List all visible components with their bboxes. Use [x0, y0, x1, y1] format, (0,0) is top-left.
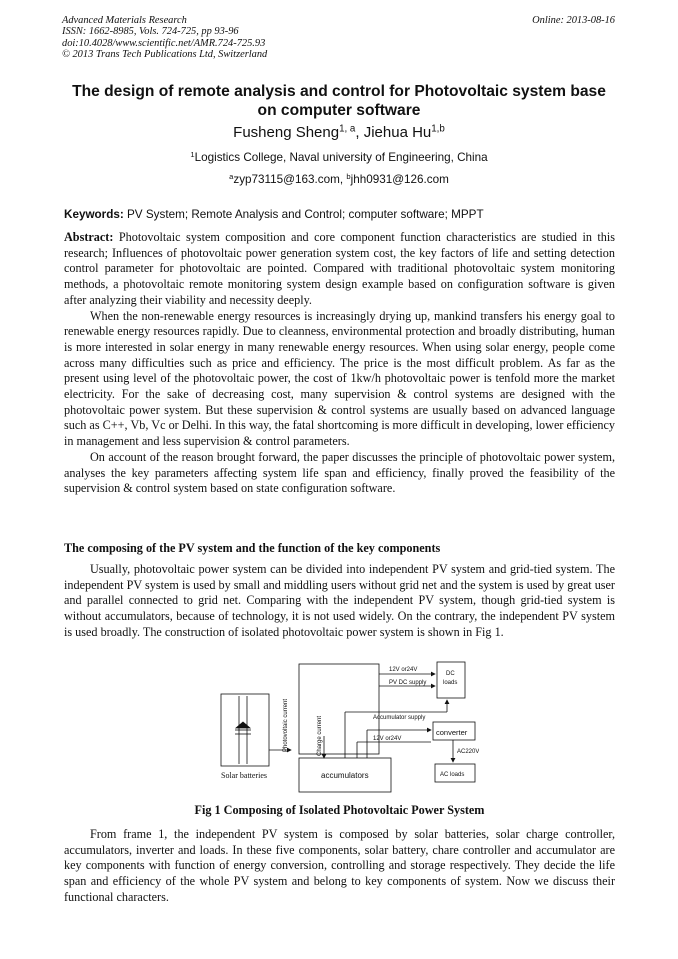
converter-label: converter [436, 728, 468, 737]
charge-current-label: Charge current [317, 715, 323, 756]
voltage-label-mid: 12V or24V [373, 736, 402, 742]
email-list [62, 173, 616, 186]
doi-line: doi:10.4028/www.scientific.net/AMR.724-725.93 [62, 37, 266, 49]
author-name: Fusheng Sheng [233, 124, 340, 141]
email-superscript: a [229, 171, 234, 181]
journal-header [62, 15, 267, 60]
figure-caption: Fig 1 Composing of Isolated Photovoltaic Power System [194, 803, 485, 817]
abstract-section [64, 230, 615, 497]
body-paragraph: When the non-renewable energy resources is increasingly drying up, mankind transfers his energy goal to renewable energy resources rapidly. Due to cleanness, environmental protection and broadly distributing, human is more interested in solar energy in many renewable energy resources. When using solar energy, people come across many difficulties such as price and efficiency. The price is the most difficult problem. As far as the present using level of the photovoltaic power, the cost of 1kw/h photovoltaic power is tenfold more the market electricity. For the sake of decreasing cost, many supervision & control systems are designed with the photovoltaic power system. But these supervision & control systems are usually based on advanced language such as C++, Vb, Vc or Delhi. In this way, the fatal shortcoming is more difficult in developing, lower efficiency in management and less supervision & control parameters. [64, 308, 615, 449]
affiliation [62, 151, 616, 164]
online-date: Online: 2013-08-16 [532, 15, 615, 26]
section-heading: The composing of the PV system and the function of the key components [64, 541, 441, 555]
dc-loads-label: loads [443, 680, 458, 686]
ac-loads-label: AC loads [440, 772, 465, 778]
author-separator: , [355, 124, 364, 141]
accumulator-supply-label: Accumulator supply [373, 715, 426, 721]
pv-system-diagram [217, 658, 479, 794]
keywords-label: Keywords: [64, 208, 124, 221]
abstract-paragraph [64, 230, 615, 309]
keywords [64, 208, 616, 221]
affiliation-text: Logistics College, Naval university of Engineering, China [194, 151, 488, 164]
author-superscript: 1, a [339, 123, 356, 135]
journal-name: Advanced Materials Research [62, 15, 187, 26]
email-separator: , [339, 173, 347, 186]
ac220v-label: AC220V [457, 749, 479, 755]
copyright-line: © 2013 Trans Tech Publications Ltd, Switzerland [62, 48, 268, 60]
author-list [62, 124, 616, 141]
solar-batteries-label: Solar batteries [221, 771, 267, 780]
author-name: Jiehua Hu [363, 124, 432, 141]
keywords-text: PV System; Remote Analysis and Control; computer software; MPPT [127, 208, 484, 221]
diode-icon [236, 722, 250, 728]
author-superscript: 1,b [431, 123, 445, 135]
email-address[interactable]: jhh0931@126.com [350, 173, 449, 186]
accumulators-label: accumulators [321, 771, 369, 780]
email-superscript: b [346, 171, 351, 181]
body-paragraph: From frame 1, the independent PV system is composed by solar batteries, solar charge controller, accumulators, inverter and loads. In these five components, solar battery, chare controller and accumulator are key components with function of energy conversion, controlling and storage respectively. They decide the life span and efficiency of the whole PV system and belong to key components of system. Now we discuss their functional characters. [64, 827, 615, 904]
abstract-label: Abstract: [64, 230, 114, 244]
issn-line: ISSN: 1662-8985, Vols. 724-725, pp 93-96 [62, 26, 239, 38]
voltage-label-top: 12V or24V [389, 667, 418, 673]
paper-title: The design of remote analysis and control for Photovoltaic system base on computer software [72, 83, 606, 119]
body-paragraph: Usually, photovoltaic power system can be divided into independent PV system and grid-tied system. The independent PV system is used by small and middling users without grid net and the system is used by great user and parallel connected to grid net. Comparing with the independent PV system, though grid-tied system is without accumulators, because of technology, it is not used widely. On the contrary, the independent PV system is used broadly. The construction of isolated photovoltaic power system is shown in Fig 1. [64, 562, 615, 639]
affiliation-superscript: 1 [190, 149, 195, 159]
abstract-text: Photovoltaic system composition and core component function characteristics are studied in this research; Influences of photovoltaic power generation system cost, the key factors of life and setting detection control parameter for photovoltaic are pointed. Compared with traditional photovoltaic system monitoring methods, a photovoltaic remote monitoring system design example based on configuration software is given after analyzing their viability and necessity deeply. [64, 230, 616, 307]
photovoltaic-current-label: Photovoltaic current [283, 698, 289, 752]
body-paragraph: On account of the reason brought forward, the paper discusses the principle of photovoltaic power system, analyses the key parameters affecting system life span and efficiency, finally proved the feasibility of the supervision & control system based on state configuration software. [64, 449, 615, 496]
pv-dc-supply-label: PV DC supply [389, 680, 427, 686]
email-address[interactable]: zyp73115@163.com [233, 173, 340, 186]
dc-loads-label: DC [446, 671, 455, 677]
